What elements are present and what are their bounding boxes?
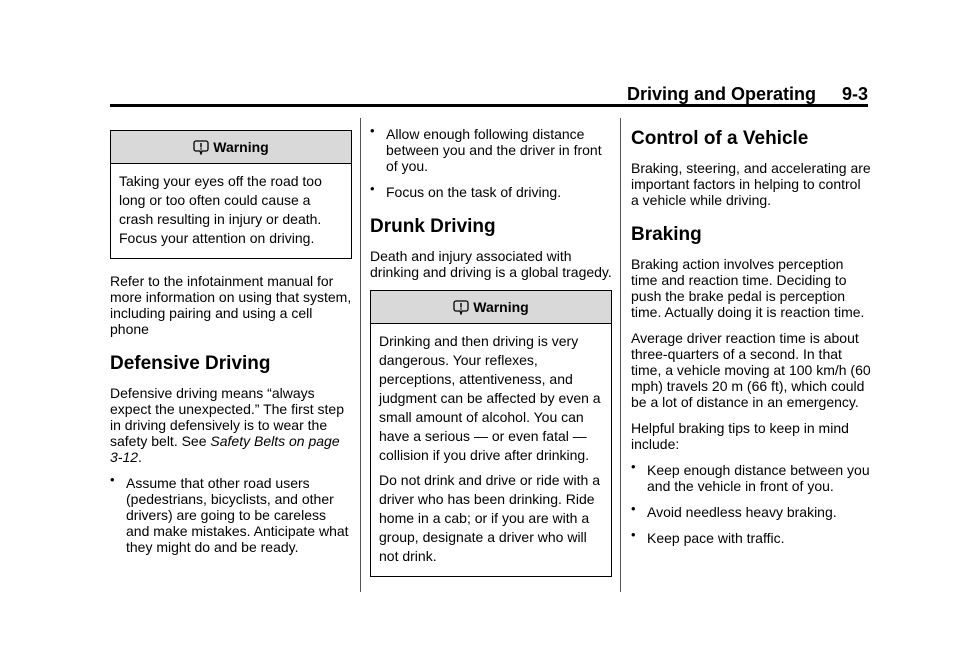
column-divider [360,118,361,592]
page-header [110,84,868,104]
bullet-list [110,475,352,555]
warning-text: Taking your eyes off the road too long or too often could cause a crash resulting in injury or death. Focus your attention on driving. [119,173,322,246]
list-item: • Avoid needless heavy braking. [631,504,871,520]
paragraph: Defensive driving means “always expect the unexpected.” The first step in driving defensively is to wear the safety belt. See Safety Belts on page 3-12. [110,385,344,465]
warning-text: Do not drink and drive or ride with a driver who has been drinking. Ride home in a cab; or if you are with a group, designate a driver who will not drink. [379,472,600,564]
list-item: • Keep enough distance between you and the vehicle in front of you. [631,462,871,494]
header-rule [110,104,868,107]
paragraph: Average driver reaction time is about three-quarters of a second. In that time, a vehicle moving at 100 km/h (60 mph) travels 20 m (66 ft), which could be a lot of distance in an emergency. [631,330,871,410]
bullet-list [631,462,871,546]
page-number: 9-3 [841,84,868,104]
bullet-list [370,126,612,200]
list-item: • Allow enough following distance between you and the driver in front of you. [370,126,612,174]
paragraph: Death and injury associated with drinking and driving is a global tragedy. [370,248,612,280]
section-title: Driving and Operating [626,84,816,104]
paragraph: Braking action involves perception time and reaction time. Deciding to push the brake pedal is perception time. Actually doing it is reaction time. [631,256,865,320]
section-heading: Drunk Driving [370,216,496,237]
section-heading: Control of a Vehicle [631,128,809,149]
section-heading: Braking [631,224,702,245]
column-3 [631,126,871,556]
warning-box [110,130,352,259]
paragraph: Refer to the infotainment manual for more information on using that system, including pairing and using a cell phone [110,273,352,337]
warning-header [371,291,611,324]
column-1 [110,126,352,565]
warning-title: Warning [213,139,269,155]
warning-box [370,290,612,577]
warning-title: Warning [473,299,529,315]
column-2 [370,126,612,591]
list-item: • Keep pace with traffic. [631,530,871,546]
column-divider [620,118,621,592]
warning-header [111,131,351,164]
paragraph: Braking, steering, and accelerating are important factors in helping to control a vehicle while driving. [631,160,871,208]
list-item: • Focus on the task of driving. [370,184,612,200]
warning-text: Drinking and then driving is very dangerous. Your reflexes, perceptions, attentiveness, and judgment can be affected by even a small amount of alcohol. You can have a serious — or even fatal — collision if you drive after drinking. [379,333,601,463]
paragraph: Helpful braking tips to keep in mind include: [631,420,849,452]
warning-icon [453,294,469,326]
list-item: • Assume that other road users (pedestrians, bicyclists, and other drivers) are going to be careless and make mistakes. Anticipate what they might do and be ready. [110,475,352,555]
section-heading: Defensive Driving [110,353,271,374]
warning-icon [193,134,209,166]
cross-reference-link[interactable]: Safety Belts on page 3-12 [110,433,340,465]
